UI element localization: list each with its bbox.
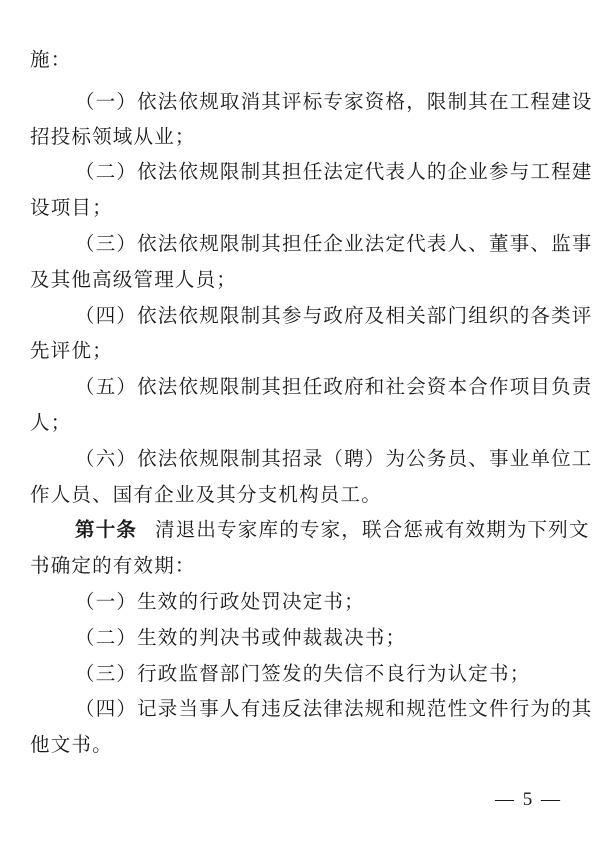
text-line: 作人员、国有企业及其分支机构员工。: [30, 483, 382, 506]
text-line: （四）依法依规限制其参与政府及相关部门组织的各类评: [75, 304, 593, 327]
text-line: （三）行政监督部门签发的失信不良行为认定书；: [75, 662, 531, 685]
article-heading: 第十条: [75, 518, 138, 541]
text-line: 设项目；: [30, 196, 113, 219]
text-line: （六）依法依规限制其招录（聘）为公务员、事业单位工: [75, 447, 593, 470]
text-line: 先评优；: [30, 339, 113, 362]
text-line: 施：: [30, 48, 72, 71]
text-line: 人；: [30, 411, 72, 434]
text-line: （二）依法依规限制其担任法定代表人的企业参与工程建: [75, 160, 593, 183]
text-line: 清退出专家库的专家，联合惩戒有效期为下列文: [155, 518, 590, 541]
text-line: 及其他高级管理人员；: [30, 268, 238, 291]
text-line: （五）依法依规限制其担任政府和社会资本合作项目负责: [75, 375, 593, 398]
text-line: 他文书。: [30, 733, 113, 756]
text-line: （二）生效的判决书或仲裁裁决书；: [75, 626, 407, 649]
page-number: — 5 —: [495, 789, 562, 810]
text-line: （三）依法依规限制其担任企业法定代表人、董事、监事: [75, 232, 593, 255]
text-line: 书确定的有效期：: [30, 554, 196, 577]
text-line: （一）依法依规取消其评标专家资格，限制其在工程建设: [75, 90, 593, 113]
text-line: （四）记录当事人有违反法律法规和规范性文件行为的其: [75, 697, 593, 720]
text-line: 招投标领域从业；: [30, 125, 196, 148]
text-line: （一）生效的行政处罚决定书；: [75, 590, 365, 613]
